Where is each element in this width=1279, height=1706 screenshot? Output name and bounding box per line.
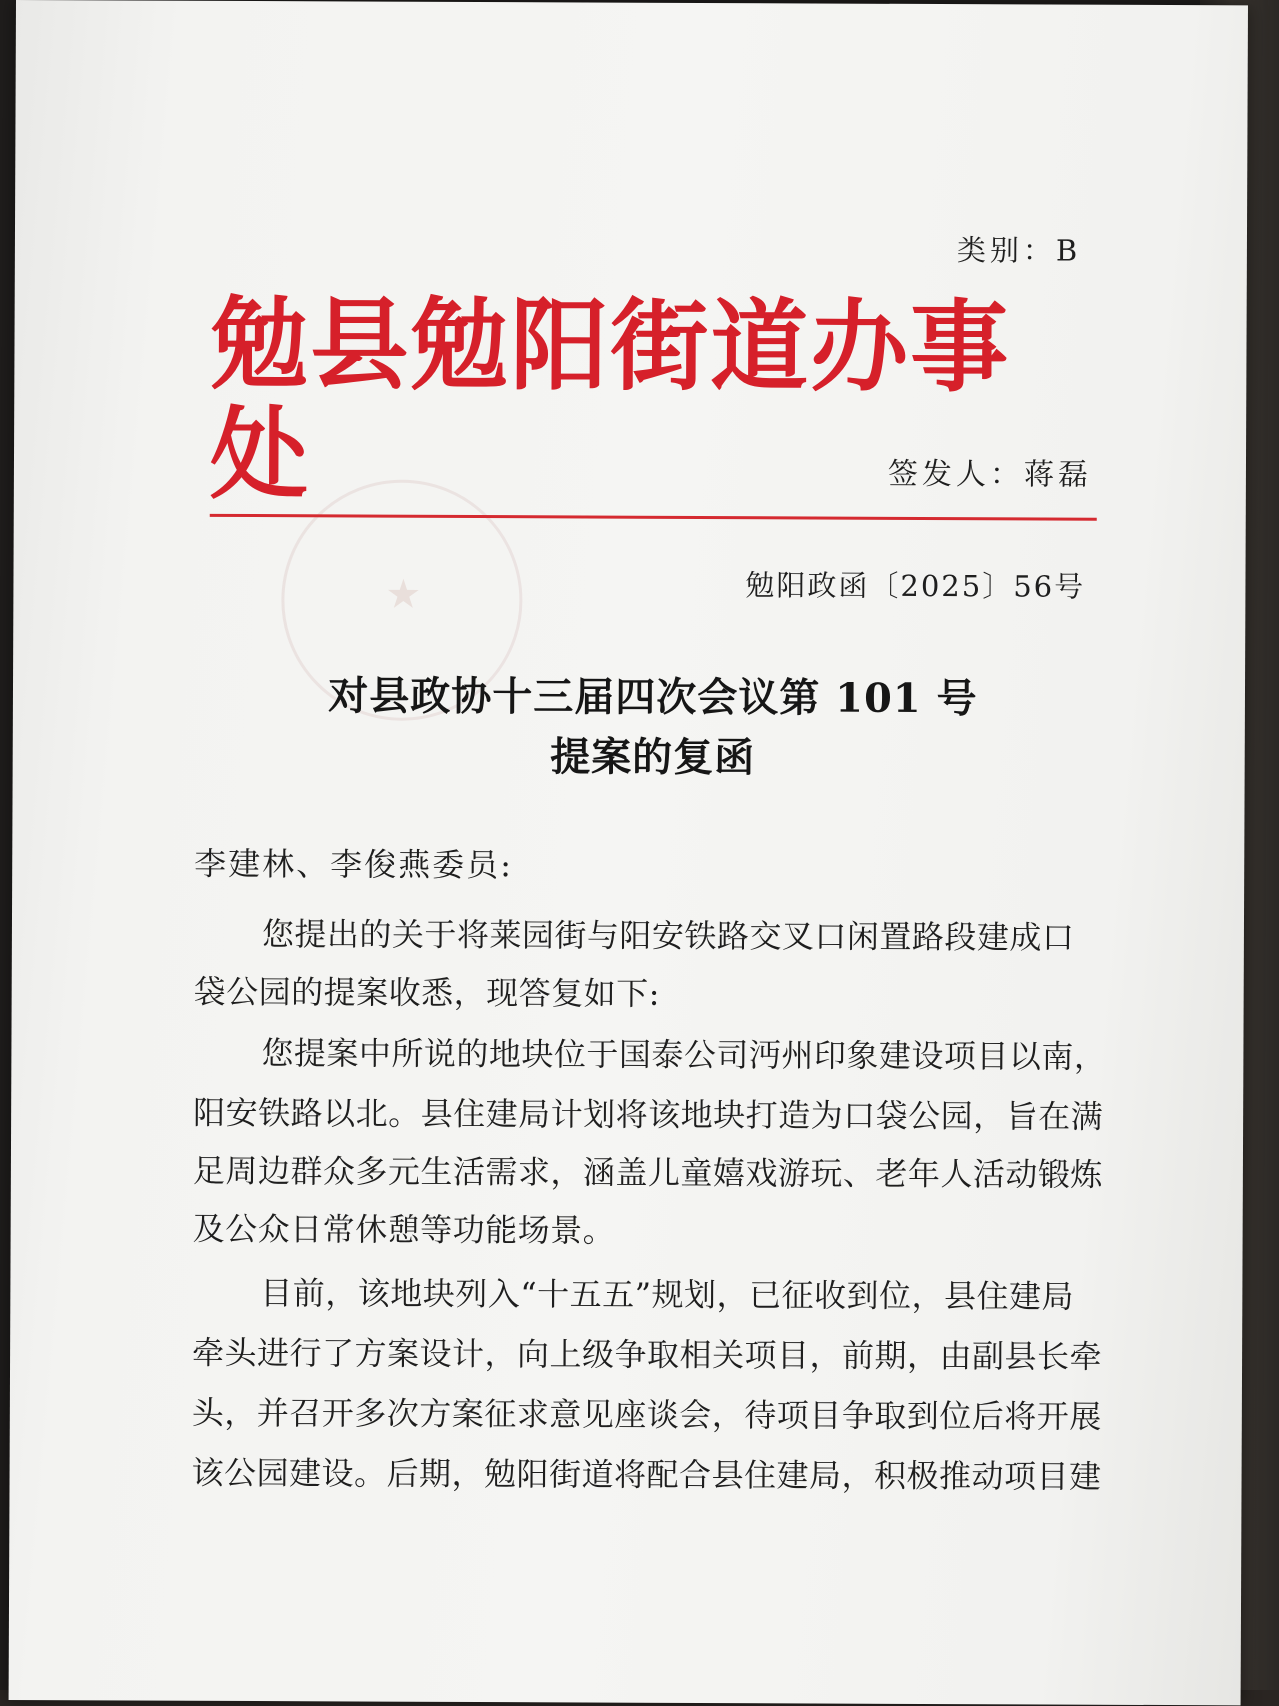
subject-title-line-2: 提案的复函 — [550, 733, 756, 782]
body-line: 该公园建设。后期，勉阳街道将配合县住建局，积极推动项目建 — [191, 1453, 1102, 1496]
salutation: 李建林、李俊燕委员: — [194, 844, 514, 885]
body-line: 袋公园的提案收悉，现答复如下: — [193, 972, 661, 1013]
body-line: 目前，该地块列入“十五五”规划，已征收到位，县住建局 — [260, 1274, 1075, 1316]
body-line: 您提案中所说的地块位于国泰公司沔州印象建设项目以南， — [261, 1034, 1107, 1076]
body-line: 足周边群众多元生活需求，涵盖儿童嬉戏游玩、老年人活动锻炼 — [192, 1151, 1103, 1194]
organization-letterhead: 勉县勉阳街道办事处 — [209, 284, 1011, 514]
document-number: 勉阳政函〔2025〕56号 — [745, 568, 1086, 604]
body-line: 及公众日常休憩等功能场景。 — [192, 1209, 616, 1250]
signer-label: 签发人：蒋磊 — [887, 456, 1093, 493]
subject-title-line-1: 对县政协十三届四次会议第 101 号 — [328, 672, 978, 723]
body-line: 牵头进行了方案设计，向上级争取相关项目，前期，由副县长牵 — [192, 1333, 1103, 1376]
category-label: 类别：B — [956, 233, 1082, 268]
body-line: 头，并召开多次方案征求意见座谈会，待项目争取到位后将开展 — [191, 1393, 1102, 1436]
body-line: 阳安铁路以北。县住建局计划将该地块打造为口袋公园，旨在满 — [193, 1093, 1104, 1136]
body-line: 您提出的关于将莱园街与阳安铁路交叉口闲置路段建成口 — [261, 915, 1075, 957]
seal-star-icon: ★ — [385, 571, 422, 618]
document-sheet — [9, 0, 1248, 1705]
